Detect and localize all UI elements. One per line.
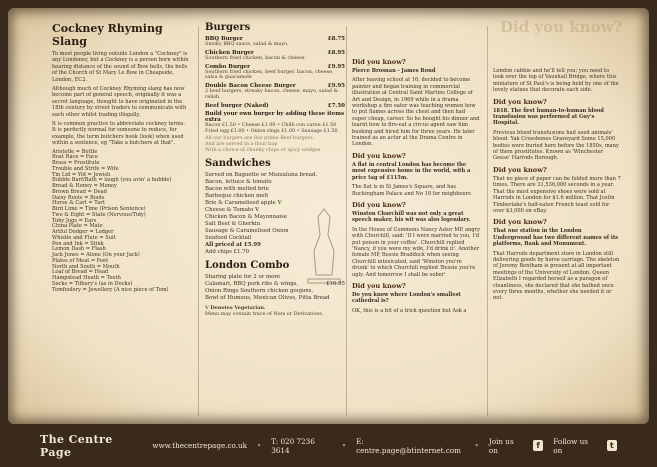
burger-note: All our burgers are 8oz prime Beef burgers. — [205, 135, 315, 142]
website-link[interactable]: www.thecentrepage.co.uk — [152, 441, 247, 450]
extras-title: Build your own burger by adding these items extra — [205, 110, 345, 123]
item-price: £8.95 — [327, 49, 345, 56]
trivia-lead: That one station in the London Underground has two different names of its platforms, Bank and Monument. — [493, 228, 619, 248]
item-price: £8.75 — [327, 36, 345, 42]
item-name: Combo Burger — [205, 63, 251, 70]
nuts-note: Menu may contain trace of Nuts or Derivatives. — [205, 310, 324, 317]
list-item: Lemon Dash = Flash — [52, 246, 106, 253]
extras-line: Bacon £1.50 • Cheese £1.00 • Chilli con carne £1.50 — [205, 121, 337, 128]
question-heading: Did you know? — [493, 97, 547, 106]
list-item: Salt Beef & Gherkin — [205, 220, 261, 227]
combo-price: £16.95 — [326, 280, 345, 287]
item-name: Double Bacon Cheese Burger — [205, 83, 296, 90]
trivia-text: London cabbie and he'll tell you; you need to look over the top of Vauxhall Bridge, where this miniature of St Paul's is being held by one of the lovely statues that decorate each side. — [493, 68, 619, 94]
list-item: Whistle and Flute = Suit — [52, 234, 116, 241]
trivia-lead: Do you know where London's smallest cathedral is? — [352, 291, 461, 305]
facebook-icon[interactable]: f — [533, 440, 543, 451]
trivia-text: That Harrods department store in London still delivering goods by horse carriage. The skeleton of Jeremy Bentham is present at all important meetings of the University of London. Queen Elizabeth I regarded herself as a paragon of cleanliness, she declared that she bathed once every three months, whether she needed it or not. — [493, 250, 620, 302]
footer-bar — [0, 424, 657, 467]
list-item: Bird Lime = Time (Prison Sentence) — [52, 206, 146, 213]
email-link[interactable]: E: centre.page@btinternet.com — [356, 436, 461, 455]
twitter-icon[interactable]: t — [607, 440, 617, 451]
trivia-lead: Winston Churchill was not only a great speech maker, his wit was also legendary. — [352, 210, 471, 224]
list-item: Daisy Roots = Boots — [52, 194, 105, 201]
bullet-separator: • — [474, 441, 479, 450]
question-heading: Did you know? — [493, 165, 547, 174]
list-item: China Plate = Mate — [52, 223, 103, 230]
faded-heading: Did you know? — [500, 18, 623, 36]
list-item: Seafood Cocktail — [205, 234, 252, 241]
slang-usage: It is common practice to abbreviate cockney terms. It is perfectly normal for someone to reduce, for example, the term butchers hook (look) when used within a sentence, eg "Take a butchers at that". — [52, 121, 186, 147]
slang-list — [52, 150, 190, 294]
list-item: Artful Dodger = Lodger — [52, 229, 114, 236]
list-item: Chicken Bacon & Mayonnaise — [205, 213, 287, 220]
combo-title: London Combo — [205, 259, 290, 271]
cockney-slang-column — [52, 18, 190, 293]
slang-title: Cockney Rhyming Slang — [52, 22, 163, 48]
sandwiches-title: Sandwiches — [205, 157, 271, 169]
item-desc: Smoky BBQ sauce, salad & mayo. — [205, 41, 289, 47]
burger-note: And are served in a flour bap — [205, 141, 278, 148]
item-price: £9.95 — [327, 63, 345, 70]
veg-marker: V — [255, 206, 260, 213]
list-item: Bacon with melted brie — [205, 185, 269, 192]
trivia-lead: Pierce Brosnan - James Bond — [352, 68, 436, 74]
item-price: £7.50 — [327, 102, 345, 109]
trivia-text: That no piece of paper can be folded more than 7 times. There are 31,536,000 seconds in a year. That the most expensive shoes were sold at Harrods in London for $1.6 million. That Justin Timberlake's half-eaten French toast sold for over $3,000 on eBay. — [493, 175, 621, 214]
list-item: Cheese & Tomato V — [205, 206, 260, 213]
list-item: Bubble Barf/Bath = laugh (you avin' a bubble) — [52, 177, 172, 184]
list-item: Boat Race = Face — [52, 154, 98, 161]
item-desc: Southern fried chicken, beef burger, bacon, cheese, salsa & guacamole — [205, 68, 334, 81]
list-item: Bowl of Humous, Mexican Olives, Pitta Bread — [205, 294, 330, 301]
bullet-separator: • — [341, 441, 347, 450]
item-price: £9.95 — [327, 83, 345, 90]
column-divider — [487, 26, 488, 416]
list-item: Jack Jones = Alone (On your Jack) — [52, 252, 140, 259]
slang-history: Although much of Cockney Rhyming slang has now become part of general speech, originally it was a secret language, thought to have originated in the 18th century by street traders to communicate with each other whilst trading illegally. — [52, 86, 187, 118]
list-item: Sausage & Caramelised Onion — [205, 227, 289, 234]
bullet-separator: • — [256, 441, 262, 450]
item-name: BBQ Burger — [205, 36, 243, 42]
trivia-text: Previous blood transfusions had used animals' blood. Yak Crossbones Graveyard Some 15,000 bodies were buried here before the 1850s, many of them prostitutes. Known as 'Winchester Geese' Harrods Borough. — [493, 129, 619, 162]
question-heading: Did you know? — [352, 281, 406, 290]
list-item: Tomfoolery = Jewellery (A nice piece of Tom) — [52, 286, 169, 293]
list-item: Brass = Prostitute — [52, 160, 100, 167]
extras-line: Fried egg £1.00 • Onion rings £1.00 • Sausage £1.50 — [205, 127, 338, 134]
list-item: Pen and Ink = Stink — [52, 240, 104, 247]
trivia-lead: 1818. The first human-to-human blood transfusion was performed at Guy's Hospital. — [493, 107, 604, 127]
list-item: Two & Eight = State (Nervous/Tidy) — [52, 211, 146, 218]
trivia-text: The flat is in St James's Square, and has Buckingham Palace and No 10 for neighbours — [352, 184, 471, 197]
list-item: Hampstead Heath = Teeth — [52, 275, 121, 282]
follow-label: Follow us on — [553, 436, 588, 455]
question-heading: Did you know? — [352, 151, 406, 160]
list-item: Bread & Honey = Money — [52, 183, 117, 190]
burgers-title: Burgers — [205, 22, 251, 33]
combo-intro: Sharing plate for 2 or more — [205, 273, 281, 280]
list-item: Brie & Caramelised apple V — [205, 199, 282, 206]
list-item: North and South = Mouth — [52, 263, 120, 270]
item-desc: Southern fried chicken, bacon & cheese — [205, 54, 305, 61]
item-desc: 2 beef burgers, streaky bacon, cheese, mayo, salad & relish — [205, 88, 338, 100]
list-item: Aristotle = Bottle — [52, 148, 98, 155]
list-item: Socks = Tilbury's (as in Docks) — [52, 280, 133, 287]
menu-entry — [205, 50, 345, 62]
menu-entry — [205, 103, 345, 109]
question-heading: Did you know? — [493, 218, 547, 227]
list-item: Trouble and Strife = Wife — [52, 165, 119, 172]
menu-entry — [205, 83, 345, 101]
join-label: Join us on — [488, 436, 514, 455]
brand-logo: The Centre Page — [40, 432, 113, 459]
column-divider — [198, 26, 199, 416]
price-line: All priced at £5.99 — [205, 241, 261, 248]
question-heading: Did you know? — [352, 58, 406, 66]
trivia-lead: A flat in central London has become the most expensive home in the world, with a price tag of £115m. — [352, 161, 471, 181]
list-item: Loaf of Bread = Head — [52, 269, 109, 276]
list-item: Plates of Meat = Feet — [52, 257, 109, 264]
list-item: Brown Bread = Dead — [52, 188, 107, 195]
sandwich-intro: Served on Baguette or Mezzaluna bread. — [205, 171, 318, 178]
menu-entry — [205, 36, 345, 48]
trivia-text: OK, this is a bit of a trick question but Ask a — [352, 307, 467, 314]
slang-intro: To most people living outside London a "Cockney" is any Londoner, but a Cockney is a person born within hearing distance of the sound of Bow bells, the bells of the Church of St Mary Le Bow in Cheapside, London, EC2. — [52, 51, 189, 83]
item-name: Chicken Burger — [205, 49, 254, 56]
trivia-column-2 — [493, 18, 621, 305]
list-item: Bacon, lettuce & tomato — [205, 178, 272, 185]
list-item: Calamari, BBQ pork ribs & wings, £16.95 — [205, 280, 345, 287]
list-item: Toby Jugs = Ears — [52, 217, 97, 224]
list-item: Onion Rings Southern chicken goujons, — [205, 287, 314, 294]
menu-entry — [205, 64, 345, 82]
list-item: Barbeque chicken melt — [205, 192, 269, 199]
list-item: Horse & Cart = Tart — [52, 200, 105, 207]
trivia-text: In the House of Commons Nancy Astor MP, angry with Churchill, said: 'If I were married to you, I'd put poison in your coffee'. Churchill replied 'Nancy, if you were my wife, I'd drink it'. Another female MP, Bessie Braddock when seeing Churchill intoxicated, said 'Winston you're drunk' to which Churchill replied 'Bessie you're ugly. And tomorrow I shall be sober' — [352, 226, 481, 278]
item-name: Beef burger (Naked) — [205, 102, 269, 109]
phone-number: T: 020 7236 3614 — [271, 436, 315, 455]
trivia-text: After leaving school at 16, decided to become painter and began training in commercial illustration at Central Saint Martins College of Art and Design, in 1969 while in a drama workshop a fire eater was teaching women how to put flames across the chest and then had super cheap, career. So he bought his dinner and learnt how to fire-eat a circus agent saw him busking and hired him for three years. He later trained as an actor at the Drama Centre in London. — [352, 77, 480, 148]
trivia-column-1 — [352, 18, 480, 317]
sandwich-list — [205, 172, 345, 256]
veg-marker: V — [277, 199, 282, 206]
menu-column — [205, 18, 345, 317]
question-heading: Did you know? — [352, 200, 406, 209]
list-item: Tin Lid = Yid = Jewish — [52, 171, 111, 178]
price-line: Add chips £1.70 — [205, 248, 250, 255]
burger-note: With a choice of chunky chips or spicy wedges — [205, 146, 321, 153]
veg-note: V Denotes Vegetarian. — [205, 304, 266, 311]
combo-block — [205, 274, 345, 302]
